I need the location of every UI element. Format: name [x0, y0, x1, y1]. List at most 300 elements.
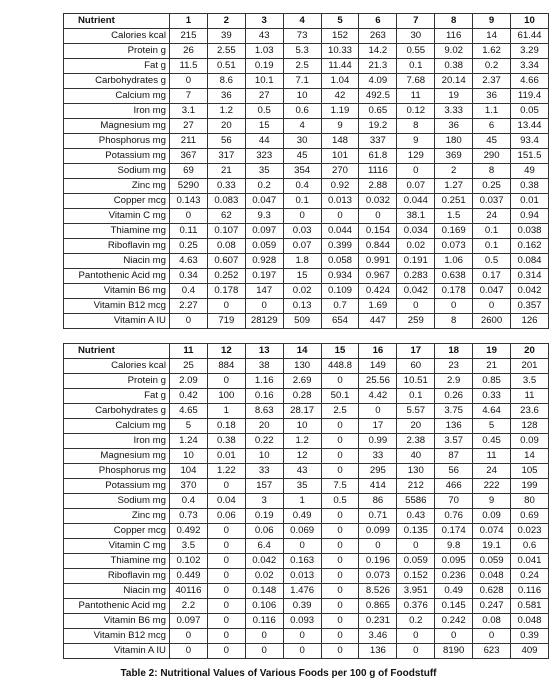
value-cell: 0.28: [283, 389, 321, 404]
value-cell: 0.148: [245, 584, 283, 599]
column-header: 17: [397, 344, 435, 359]
column-header: 14: [283, 344, 321, 359]
value-cell: 36: [207, 89, 245, 104]
value-cell: 30: [283, 134, 321, 149]
value-cell: 337: [359, 134, 397, 149]
nutrient-label: Niacin mg: [64, 254, 170, 269]
value-cell: 4.66: [511, 74, 549, 89]
value-cell: 0: [207, 299, 245, 314]
value-cell: 212: [397, 479, 435, 494]
table-row: [64, 494, 549, 509]
value-cell: 0.49: [283, 509, 321, 524]
value-cell: 369: [435, 149, 473, 164]
table-row: [64, 74, 549, 89]
nutrient-label: Vitamin A IU: [64, 314, 170, 329]
value-cell: 0.19: [245, 509, 283, 524]
table-row: [64, 314, 549, 329]
nutrient-label: Potassium mg: [64, 479, 170, 494]
table-row: [64, 389, 549, 404]
value-cell: 24: [473, 464, 511, 479]
nutrient-label: Phosphorus mg: [64, 464, 170, 479]
value-cell: 0.33: [473, 389, 511, 404]
value-cell: 0.76: [435, 509, 473, 524]
value-cell: 0: [170, 209, 208, 224]
value-cell: 0.51: [207, 59, 245, 74]
nutrient-label: Riboflavin mg: [64, 569, 170, 584]
column-header: 12: [207, 344, 245, 359]
value-cell: 36: [435, 119, 473, 134]
table-header: [64, 14, 549, 29]
value-cell: 20: [245, 419, 283, 434]
value-cell: 0.047: [245, 194, 283, 209]
table-row: [64, 449, 549, 464]
value-cell: 44: [245, 134, 283, 149]
table-row: [64, 29, 549, 44]
value-cell: 19.2: [359, 119, 397, 134]
value-cell: 0.607: [207, 254, 245, 269]
table-row: [64, 614, 549, 629]
value-cell: 56: [207, 134, 245, 149]
value-cell: 3.5: [170, 539, 208, 554]
table-row: [64, 179, 549, 194]
value-cell: 4.64: [473, 404, 511, 419]
value-cell: 0.314: [511, 269, 549, 284]
table-row: [64, 374, 549, 389]
value-cell: 0.7: [321, 299, 359, 314]
value-cell: 0.109: [321, 284, 359, 299]
value-cell: 19.1: [473, 539, 511, 554]
value-cell: 0.55: [397, 44, 435, 59]
value-cell: 93.4: [511, 134, 549, 149]
value-cell: 23: [435, 359, 473, 374]
value-cell: 10.51: [397, 374, 435, 389]
value-cell: 0: [321, 614, 359, 629]
table-row: [64, 629, 549, 644]
value-cell: 0.099: [359, 524, 397, 539]
table-row: [64, 59, 549, 74]
value-cell: 0.4: [170, 284, 208, 299]
nutrient-label: Copper mcg: [64, 524, 170, 539]
table-row: [64, 119, 549, 134]
column-header: 20: [511, 344, 549, 359]
value-cell: 119.4: [511, 89, 549, 104]
value-cell: 21: [473, 359, 511, 374]
value-cell: 129: [397, 149, 435, 164]
value-cell: 0.044: [321, 224, 359, 239]
value-cell: 0: [207, 479, 245, 494]
nutrient-label: Vitamin C mg: [64, 539, 170, 554]
value-cell: 1.69: [359, 299, 397, 314]
value-cell: 6: [473, 119, 511, 134]
value-cell: 0.424: [359, 284, 397, 299]
value-cell: 0.135: [397, 524, 435, 539]
value-cell: 69: [170, 164, 208, 179]
value-cell: 0.6: [283, 104, 321, 119]
value-cell: 19: [435, 89, 473, 104]
value-cell: 0.06: [245, 524, 283, 539]
table-row: [64, 644, 549, 659]
value-cell: 38: [245, 359, 283, 374]
value-cell: 0.844: [359, 239, 397, 254]
value-cell: 2.5: [283, 59, 321, 74]
value-cell: 70: [435, 494, 473, 509]
value-cell: 35: [245, 164, 283, 179]
value-cell: 0.1: [283, 194, 321, 209]
nutrition-table-2: [63, 343, 549, 659]
value-cell: 0.106: [245, 599, 283, 614]
table-row: [64, 44, 549, 59]
value-cell: 10: [283, 89, 321, 104]
value-cell: 0: [321, 209, 359, 224]
value-cell: 367: [170, 149, 208, 164]
nutrient-label: Thiamine mg: [64, 554, 170, 569]
value-cell: 0.074: [473, 524, 511, 539]
nutrient-label: Protein g: [64, 374, 170, 389]
table-row: [64, 434, 549, 449]
value-cell: 4: [283, 119, 321, 134]
value-cell: 11: [397, 89, 435, 104]
value-cell: 126: [511, 314, 549, 329]
value-cell: 0.048: [511, 614, 549, 629]
value-cell: 30: [397, 29, 435, 44]
value-cell: 2.27: [170, 299, 208, 314]
nutrient-label: Magnesium mg: [64, 119, 170, 134]
value-cell: 0.013: [321, 194, 359, 209]
nutrient-label: Iron mg: [64, 104, 170, 119]
value-cell: 0.097: [245, 224, 283, 239]
value-cell: 448.8: [321, 359, 359, 374]
value-cell: 33: [359, 449, 397, 464]
value-cell: 0.25: [473, 179, 511, 194]
value-cell: 201: [511, 359, 549, 374]
table-row: [64, 134, 549, 149]
value-cell: 0.11: [170, 224, 208, 239]
nutrient-label: Iron mg: [64, 434, 170, 449]
nutrient-label: Riboflavin mg: [64, 239, 170, 254]
column-header: 6: [359, 14, 397, 29]
table-row: [64, 254, 549, 269]
value-cell: 1.27: [435, 179, 473, 194]
value-cell: 36: [473, 89, 511, 104]
value-cell: 0.1: [397, 389, 435, 404]
table-row: [64, 419, 549, 434]
value-cell: 8: [397, 119, 435, 134]
value-cell: 0: [321, 464, 359, 479]
value-cell: 38.1: [397, 209, 435, 224]
value-cell: 0.191: [397, 254, 435, 269]
value-cell: 0: [283, 539, 321, 554]
value-cell: 2.5: [321, 404, 359, 419]
value-cell: 0.34: [170, 269, 208, 284]
table-row: [64, 194, 549, 209]
value-cell: 0: [321, 509, 359, 524]
table-row: [64, 404, 549, 419]
value-cell: 130: [397, 464, 435, 479]
value-cell: 0.084: [511, 254, 549, 269]
value-cell: 25: [170, 359, 208, 374]
value-cell: 1.06: [435, 254, 473, 269]
value-cell: 24: [473, 209, 511, 224]
value-cell: 0.1: [397, 59, 435, 74]
value-cell: 1.1: [473, 104, 511, 119]
table-row: [64, 539, 549, 554]
value-cell: 0.251: [435, 194, 473, 209]
value-cell: 56: [435, 464, 473, 479]
value-cell: 0.02: [245, 569, 283, 584]
value-cell: 0: [245, 629, 283, 644]
value-cell: 0.24: [511, 569, 549, 584]
value-cell: 9.8: [435, 539, 473, 554]
value-cell: 12: [283, 449, 321, 464]
table-row: [64, 569, 549, 584]
table-row: [64, 209, 549, 224]
value-cell: 20.14: [435, 74, 473, 89]
value-cell: 0.059: [397, 554, 435, 569]
value-cell: 409: [511, 644, 549, 659]
value-cell: 0.2: [473, 59, 511, 74]
value-cell: 414: [359, 479, 397, 494]
value-cell: 0.09: [473, 509, 511, 524]
nutrient-label: Vitamin C mg: [64, 209, 170, 224]
nutrient-label: Vitamin B12 mcg: [64, 629, 170, 644]
value-cell: 0.5: [473, 254, 511, 269]
value-cell: 0.252: [207, 269, 245, 284]
value-cell: 4.63: [170, 254, 208, 269]
value-cell: 10: [283, 419, 321, 434]
nutrient-header: Nutrient: [64, 344, 170, 359]
value-cell: 0.169: [435, 224, 473, 239]
value-cell: 73: [283, 29, 321, 44]
value-cell: 5: [473, 419, 511, 434]
value-cell: 222: [473, 479, 511, 494]
value-cell: 0.934: [321, 269, 359, 284]
value-cell: 0.43: [397, 509, 435, 524]
value-cell: 0.069: [283, 524, 321, 539]
value-cell: 0.048: [473, 569, 511, 584]
value-cell: 0.247: [473, 599, 511, 614]
value-cell: 0: [207, 569, 245, 584]
value-cell: 0.05: [511, 104, 549, 119]
value-cell: 0.231: [359, 614, 397, 629]
value-cell: 1.24: [170, 434, 208, 449]
value-cell: 0: [321, 374, 359, 389]
value-cell: 7: [170, 89, 208, 104]
value-cell: 1.2: [207, 104, 245, 119]
value-cell: 0.39: [283, 599, 321, 614]
value-cell: 130: [283, 359, 321, 374]
nutrient-label: Protein g: [64, 44, 170, 59]
nutrient-label: Calcium mg: [64, 419, 170, 434]
value-cell: 0.5: [245, 104, 283, 119]
value-cell: 0.073: [435, 239, 473, 254]
table-row: [64, 554, 549, 569]
header-row: [64, 14, 549, 29]
table-row: [64, 164, 549, 179]
nutrient-label: Sodium mg: [64, 494, 170, 509]
value-cell: 0: [321, 554, 359, 569]
value-cell: 8.63: [245, 404, 283, 419]
value-cell: 0: [397, 164, 435, 179]
value-cell: 0.25: [170, 239, 208, 254]
value-cell: 0.236: [435, 569, 473, 584]
value-cell: 3.46: [359, 629, 397, 644]
value-cell: 447: [359, 314, 397, 329]
value-cell: 0.178: [207, 284, 245, 299]
value-cell: 151.5: [511, 149, 549, 164]
value-cell: 0.85: [473, 374, 511, 389]
nutrient-label: Niacin mg: [64, 584, 170, 599]
value-cell: 21: [207, 164, 245, 179]
table-row: [64, 509, 549, 524]
value-cell: 0: [359, 209, 397, 224]
value-cell: 11: [473, 449, 511, 464]
value-cell: 11: [511, 389, 549, 404]
value-cell: 0.03: [283, 224, 321, 239]
value-cell: 0.26: [435, 389, 473, 404]
value-cell: 11.44: [321, 59, 359, 74]
column-header: 8: [435, 14, 473, 29]
value-cell: 0.22: [245, 434, 283, 449]
table-row: [64, 104, 549, 119]
value-cell: 0.152: [397, 569, 435, 584]
value-cell: 0: [321, 644, 359, 659]
value-cell: 270: [321, 164, 359, 179]
value-cell: 0.143: [170, 194, 208, 209]
value-cell: 8.526: [359, 584, 397, 599]
value-cell: 27: [170, 119, 208, 134]
value-cell: 0.71: [359, 509, 397, 524]
value-cell: 0: [435, 629, 473, 644]
nutrient-label: Carbohydrates g: [64, 74, 170, 89]
value-cell: 0: [321, 629, 359, 644]
value-cell: 0.18: [207, 419, 245, 434]
value-cell: 0.196: [359, 554, 397, 569]
table-row: [64, 599, 549, 614]
value-cell: 0: [283, 629, 321, 644]
nutrition-table-1: [63, 13, 549, 329]
value-cell: 0: [170, 74, 208, 89]
value-cell: 0.059: [473, 554, 511, 569]
value-cell: 0.02: [283, 284, 321, 299]
table-body: [64, 29, 549, 329]
nutrient-label: Phosphorus mg: [64, 134, 170, 149]
value-cell: 211: [170, 134, 208, 149]
value-cell: 0.38: [207, 434, 245, 449]
value-cell: 7.5: [321, 479, 359, 494]
value-cell: 0.449: [170, 569, 208, 584]
value-cell: 492.5: [359, 89, 397, 104]
value-cell: 0.73: [170, 509, 208, 524]
value-cell: 0.102: [170, 554, 208, 569]
value-cell: 0.042: [245, 554, 283, 569]
value-cell: 1.22: [207, 464, 245, 479]
value-cell: 0.07: [397, 179, 435, 194]
nutrient-label: Thiamine mg: [64, 224, 170, 239]
value-cell: 3.34: [511, 59, 549, 74]
value-cell: 0.4: [283, 179, 321, 194]
column-header: 13: [245, 344, 283, 359]
value-cell: 0: [473, 629, 511, 644]
value-cell: 0: [207, 374, 245, 389]
value-cell: 0.65: [359, 104, 397, 119]
value-cell: 9.02: [435, 44, 473, 59]
value-cell: 623: [473, 644, 511, 659]
value-cell: 0.01: [207, 449, 245, 464]
value-cell: 0: [321, 449, 359, 464]
value-cell: 0.154: [359, 224, 397, 239]
value-cell: 61.8: [359, 149, 397, 164]
value-cell: 0.357: [511, 299, 549, 314]
value-cell: 0: [207, 644, 245, 659]
value-cell: 0.991: [359, 254, 397, 269]
value-cell: 1.2: [283, 434, 321, 449]
value-cell: 0.38: [435, 59, 473, 74]
value-cell: 0.242: [435, 614, 473, 629]
value-cell: 17: [359, 419, 397, 434]
value-cell: 290: [473, 149, 511, 164]
value-cell: 0: [359, 539, 397, 554]
value-cell: 0.04: [207, 494, 245, 509]
value-cell: 0.492: [170, 524, 208, 539]
table-row: [64, 299, 549, 314]
value-cell: 323: [245, 149, 283, 164]
value-cell: 1.04: [321, 74, 359, 89]
value-cell: 45: [283, 149, 321, 164]
value-cell: 0.16: [245, 389, 283, 404]
nutrient-label: Sodium mg: [64, 164, 170, 179]
value-cell: 0.07: [283, 239, 321, 254]
column-header: 11: [170, 344, 208, 359]
value-cell: 0.044: [397, 194, 435, 209]
nutrient-label: Calories kcal: [64, 359, 170, 374]
nutrient-label: Magnesium mg: [64, 449, 170, 464]
nutrient-label: Pantothenic Acid mg: [64, 599, 170, 614]
value-cell: 80: [511, 494, 549, 509]
value-cell: 15: [283, 269, 321, 284]
value-cell: 10.33: [321, 44, 359, 59]
value-cell: 61.44: [511, 29, 549, 44]
value-cell: 1.03: [245, 44, 283, 59]
value-cell: 0.928: [245, 254, 283, 269]
value-cell: 10: [245, 449, 283, 464]
value-cell: 3.29: [511, 44, 549, 59]
value-cell: 2.69: [283, 374, 321, 389]
value-cell: 10: [170, 449, 208, 464]
value-cell: 100: [207, 389, 245, 404]
value-cell: 8: [435, 314, 473, 329]
value-cell: 354: [283, 164, 321, 179]
value-cell: 0.09: [511, 434, 549, 449]
value-cell: 5586: [397, 494, 435, 509]
nutrient-label: Potassium mg: [64, 149, 170, 164]
value-cell: 2600: [473, 314, 511, 329]
value-cell: 0.92: [321, 179, 359, 194]
value-cell: 8.6: [207, 74, 245, 89]
value-cell: 0: [321, 419, 359, 434]
value-cell: 0: [170, 644, 208, 659]
value-cell: 28129: [245, 314, 283, 329]
value-cell: 13.44: [511, 119, 549, 134]
value-cell: 8190: [435, 644, 473, 659]
value-cell: 1: [283, 494, 321, 509]
value-cell: 0.638: [435, 269, 473, 284]
value-cell: 20: [397, 419, 435, 434]
value-cell: 0: [435, 299, 473, 314]
nutrient-label: Fat g: [64, 59, 170, 74]
value-cell: 0.283: [397, 269, 435, 284]
column-header: 16: [359, 344, 397, 359]
nutrient-label: Vitamin B6 mg: [64, 614, 170, 629]
